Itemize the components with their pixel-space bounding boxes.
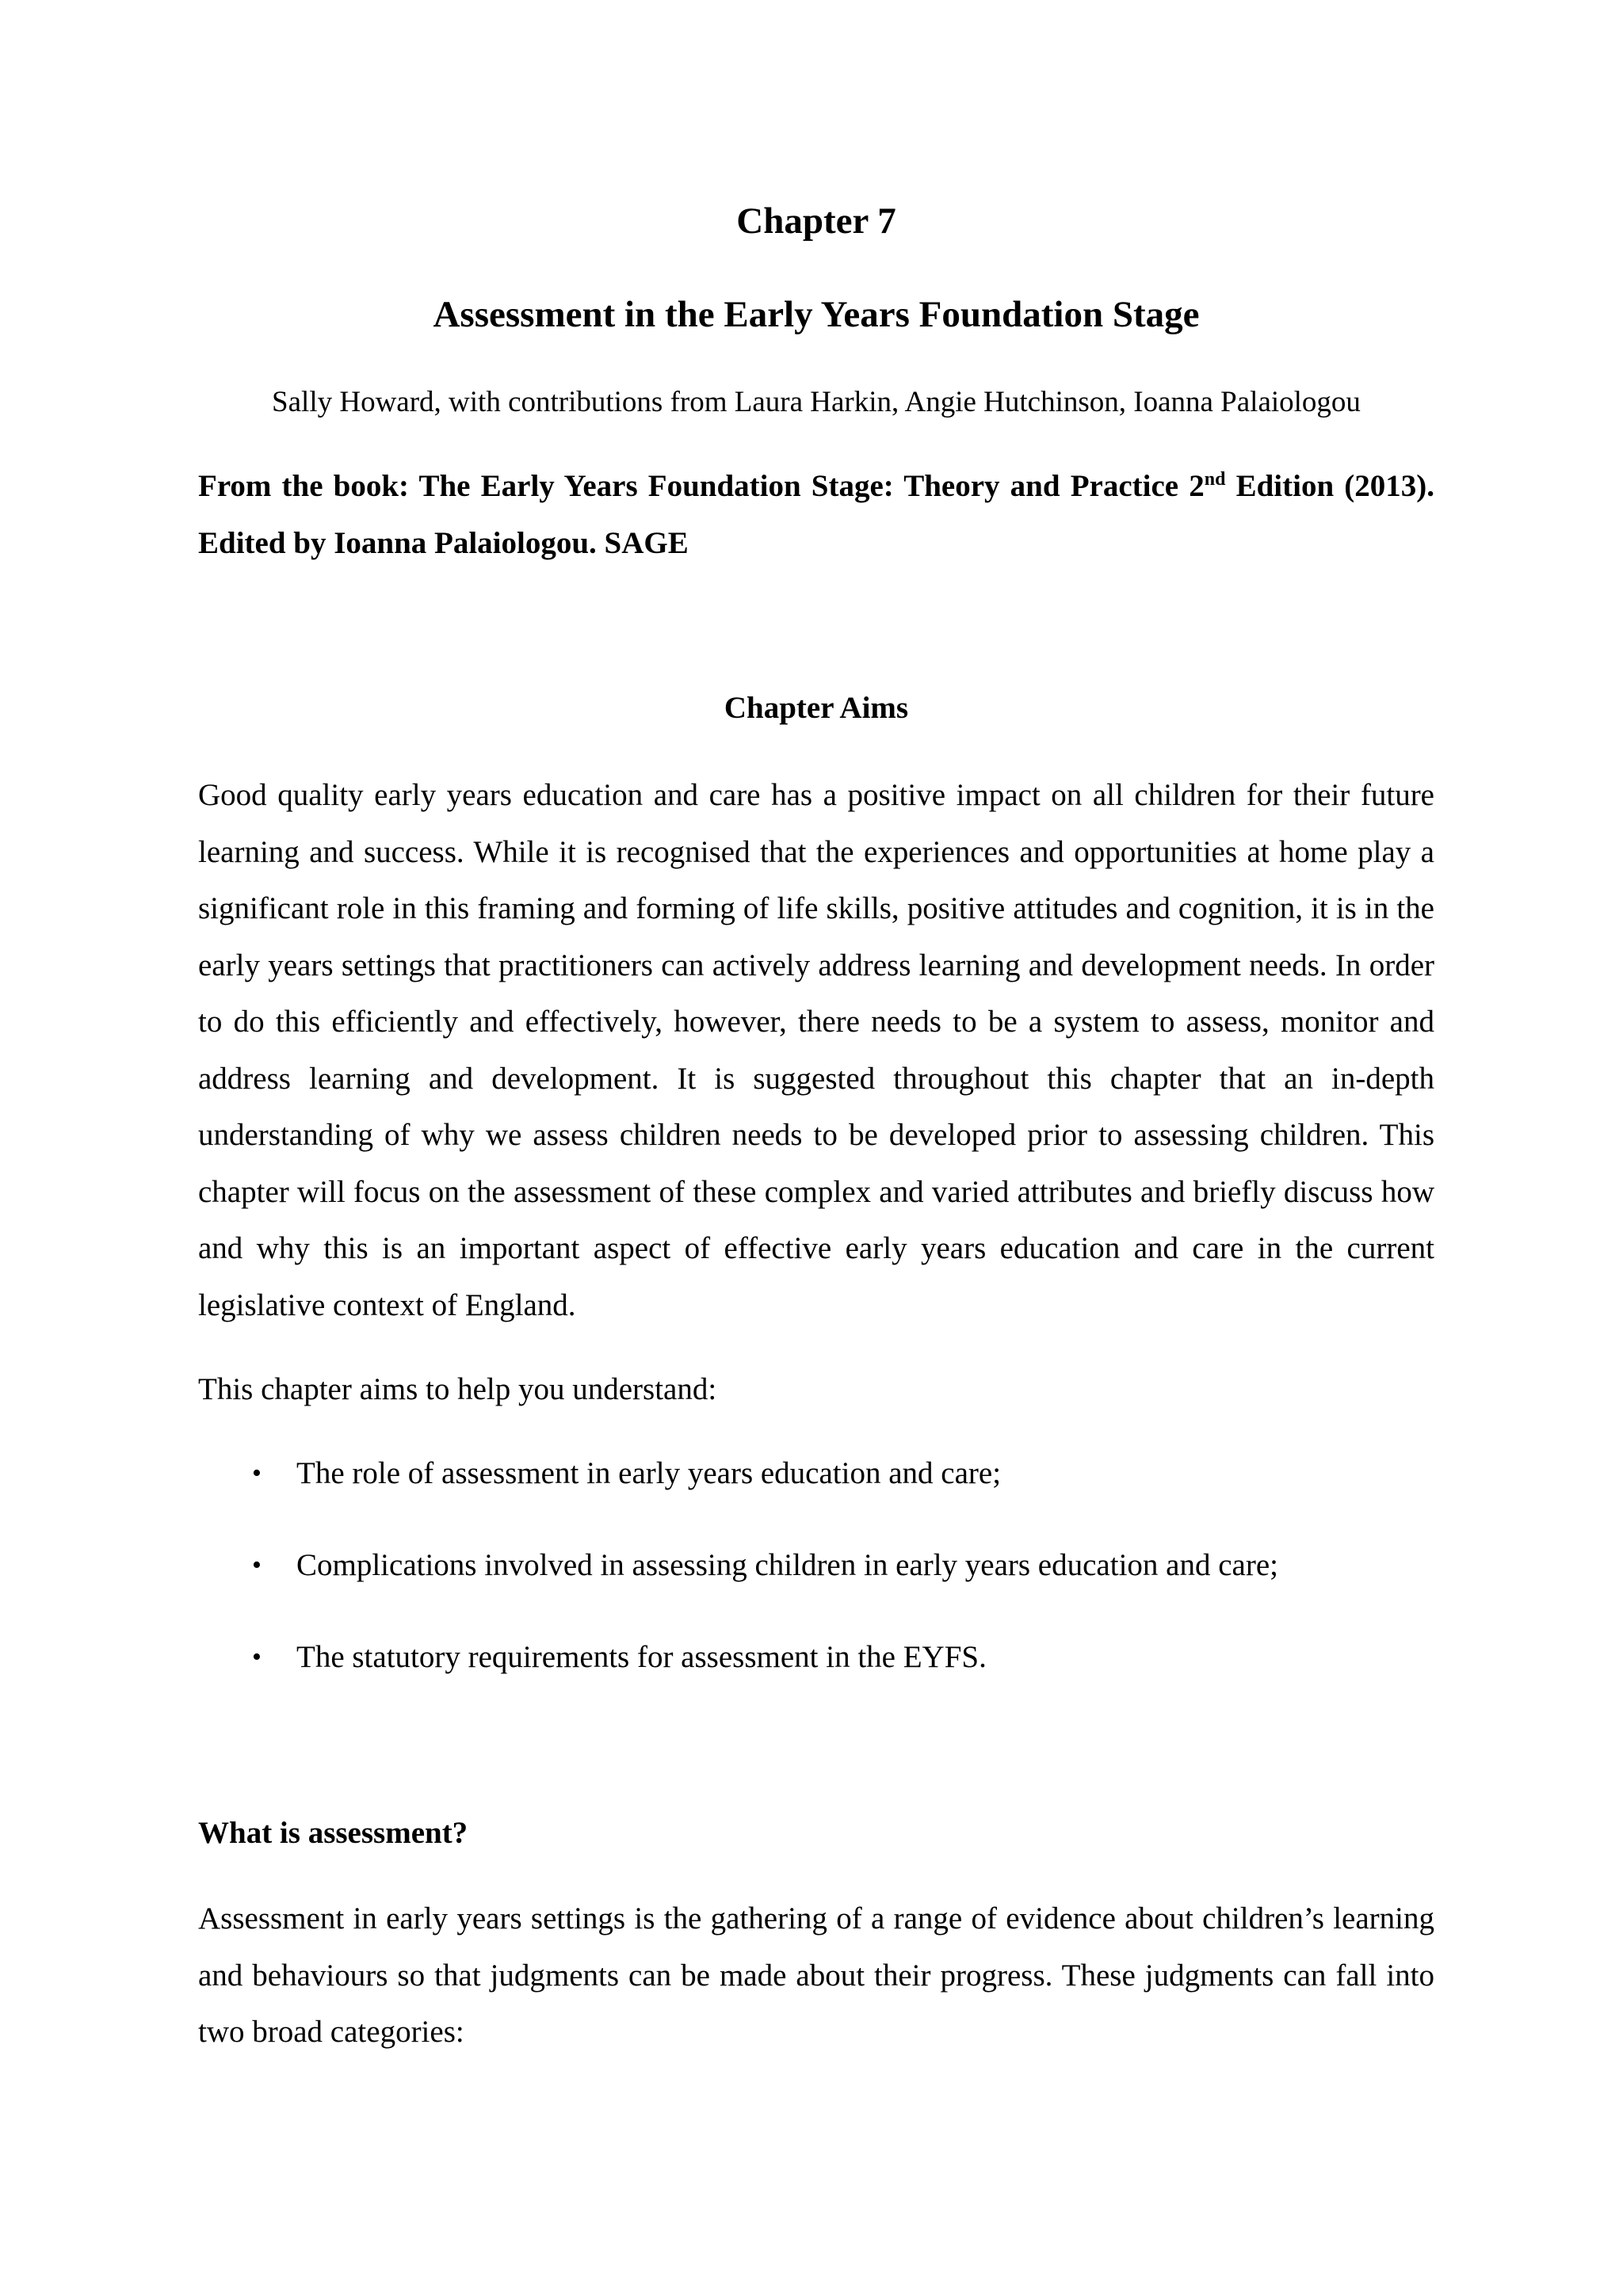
source-citation [198, 458, 1434, 572]
list-item [198, 1450, 1434, 1542]
chapter-aims-heading: Chapter Aims [724, 691, 909, 725]
bullet-icon: • [252, 1550, 262, 1580]
chapter-aims-intro: This chapter aims to help you understand: [198, 1372, 717, 1406]
bullet-text: The statutory requirements for assessment in the EYFS. [296, 1640, 987, 1674]
bullet-text: Complications involved in assessing children in early years education and care; [296, 1548, 1278, 1582]
bullet-text: The role of assessment in early years education and care; [296, 1456, 1002, 1490]
list-item [198, 1634, 1434, 1726]
assessment-paragraph: Assessment in early years settings is the gathering of a range of evidence about children’s learning and behaviours so that judgments can be made about their progress. These judgments can fall into two broad categories: [198, 1901, 1434, 2049]
chapter-title: Assessment in the Early Years Foundation Stage [433, 294, 1200, 335]
aims-bullet-list [198, 1450, 1434, 1726]
source-prefix: From the book: The Early Years Foundation Stage: Theory and Practice 2 [198, 469, 1205, 503]
source-superscript: nd [1204, 469, 1226, 490]
chapter-aims-paragraph: Good quality early years education and care has a positive impact on all children for their future learning and success. While it is recognised that the experiences and opportunities at home play a significant role in this framing and forming of life skills, positive attitudes and cognition, it is in the early years settings that practitioners can actively address learning and development needs. In order to do this efficiently and effectively, however, there needs to be a system to assess, monitor and address learning and development. It is suggested throughout this chapter that an in-depth understanding of why we assess children needs to be developed prior to assessing children. This chapter will focus on the assessment of these complex and varied attributes and briefly discuss how and why this is an important aspect of effective early years education and care in the current legislative context of England. [198, 778, 1434, 1322]
authors-line: Sally Howard, with contributions from Laura Harkin, Angie Hutchinson, Ioanna Palaiologou [272, 386, 1361, 418]
bullet-icon: • [252, 1642, 262, 1672]
bullet-icon: • [252, 1459, 262, 1488]
what-is-assessment-heading: What is assessment? [198, 1816, 468, 1850]
chapter-number: Chapter 7 [736, 200, 896, 242]
list-item [198, 1542, 1434, 1634]
source-suffix: Edition (2013). Edited by Ioanna Palaiologou. SAGE [198, 469, 1434, 560]
